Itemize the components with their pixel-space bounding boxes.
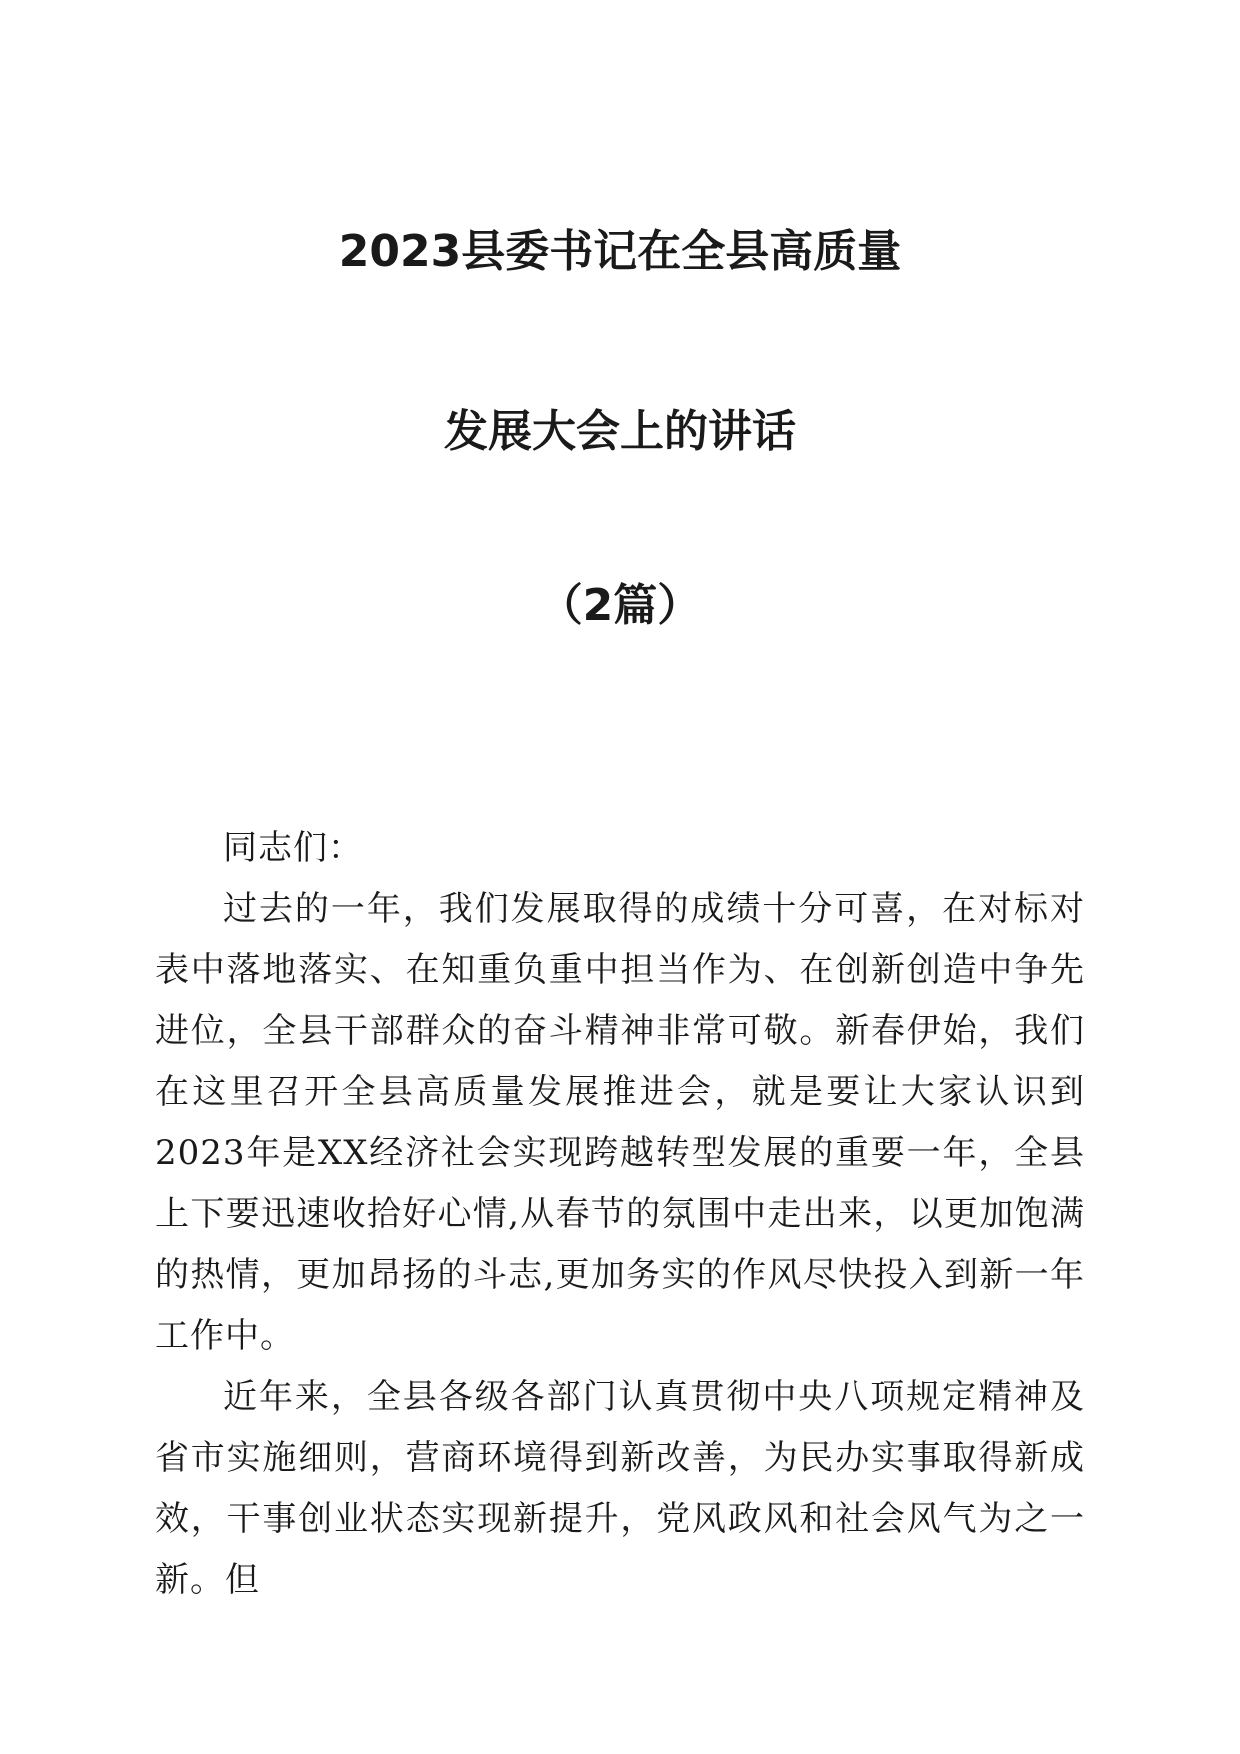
document-body <box>155 818 1085 1611</box>
document-title-line-1: 2023县委书记在全县高质量 <box>338 226 902 277</box>
paragraph-1: 过去的一年，我们发展取得的成绩十分可喜，在对标对表中落地落实、在知重负重中担当作为、在创新创造中争先进位，全县干部群众的奋斗精神非常可敬。新春伊始，我们在这里召开全县高质量发展推进会，就是要让大家认识到2023年是XX经济社会实现跨越转型发展的重要一年，全县上下要迅速收拾好心情,从春节的氛围中走出来，以更加饱满的热情，更加昂扬的斗志,更加务实的作风尽快投入到新一年工作中。 <box>155 889 1085 1356</box>
greeting: 同志们： <box>223 828 363 868</box>
document-subtitle-count: （2篇） <box>538 580 702 631</box>
paragraph-2: 近年来，全县各级各部门认真贯彻中央八项规定精神及省市实施细则，营商环境得到新改善，为民办实事取得新成效，干事创业状态实现新提升，党风政风和社会风气为之一新。但 <box>155 1377 1085 1600</box>
document-title-line-2: 发展大会上的讲话 <box>444 406 796 457</box>
